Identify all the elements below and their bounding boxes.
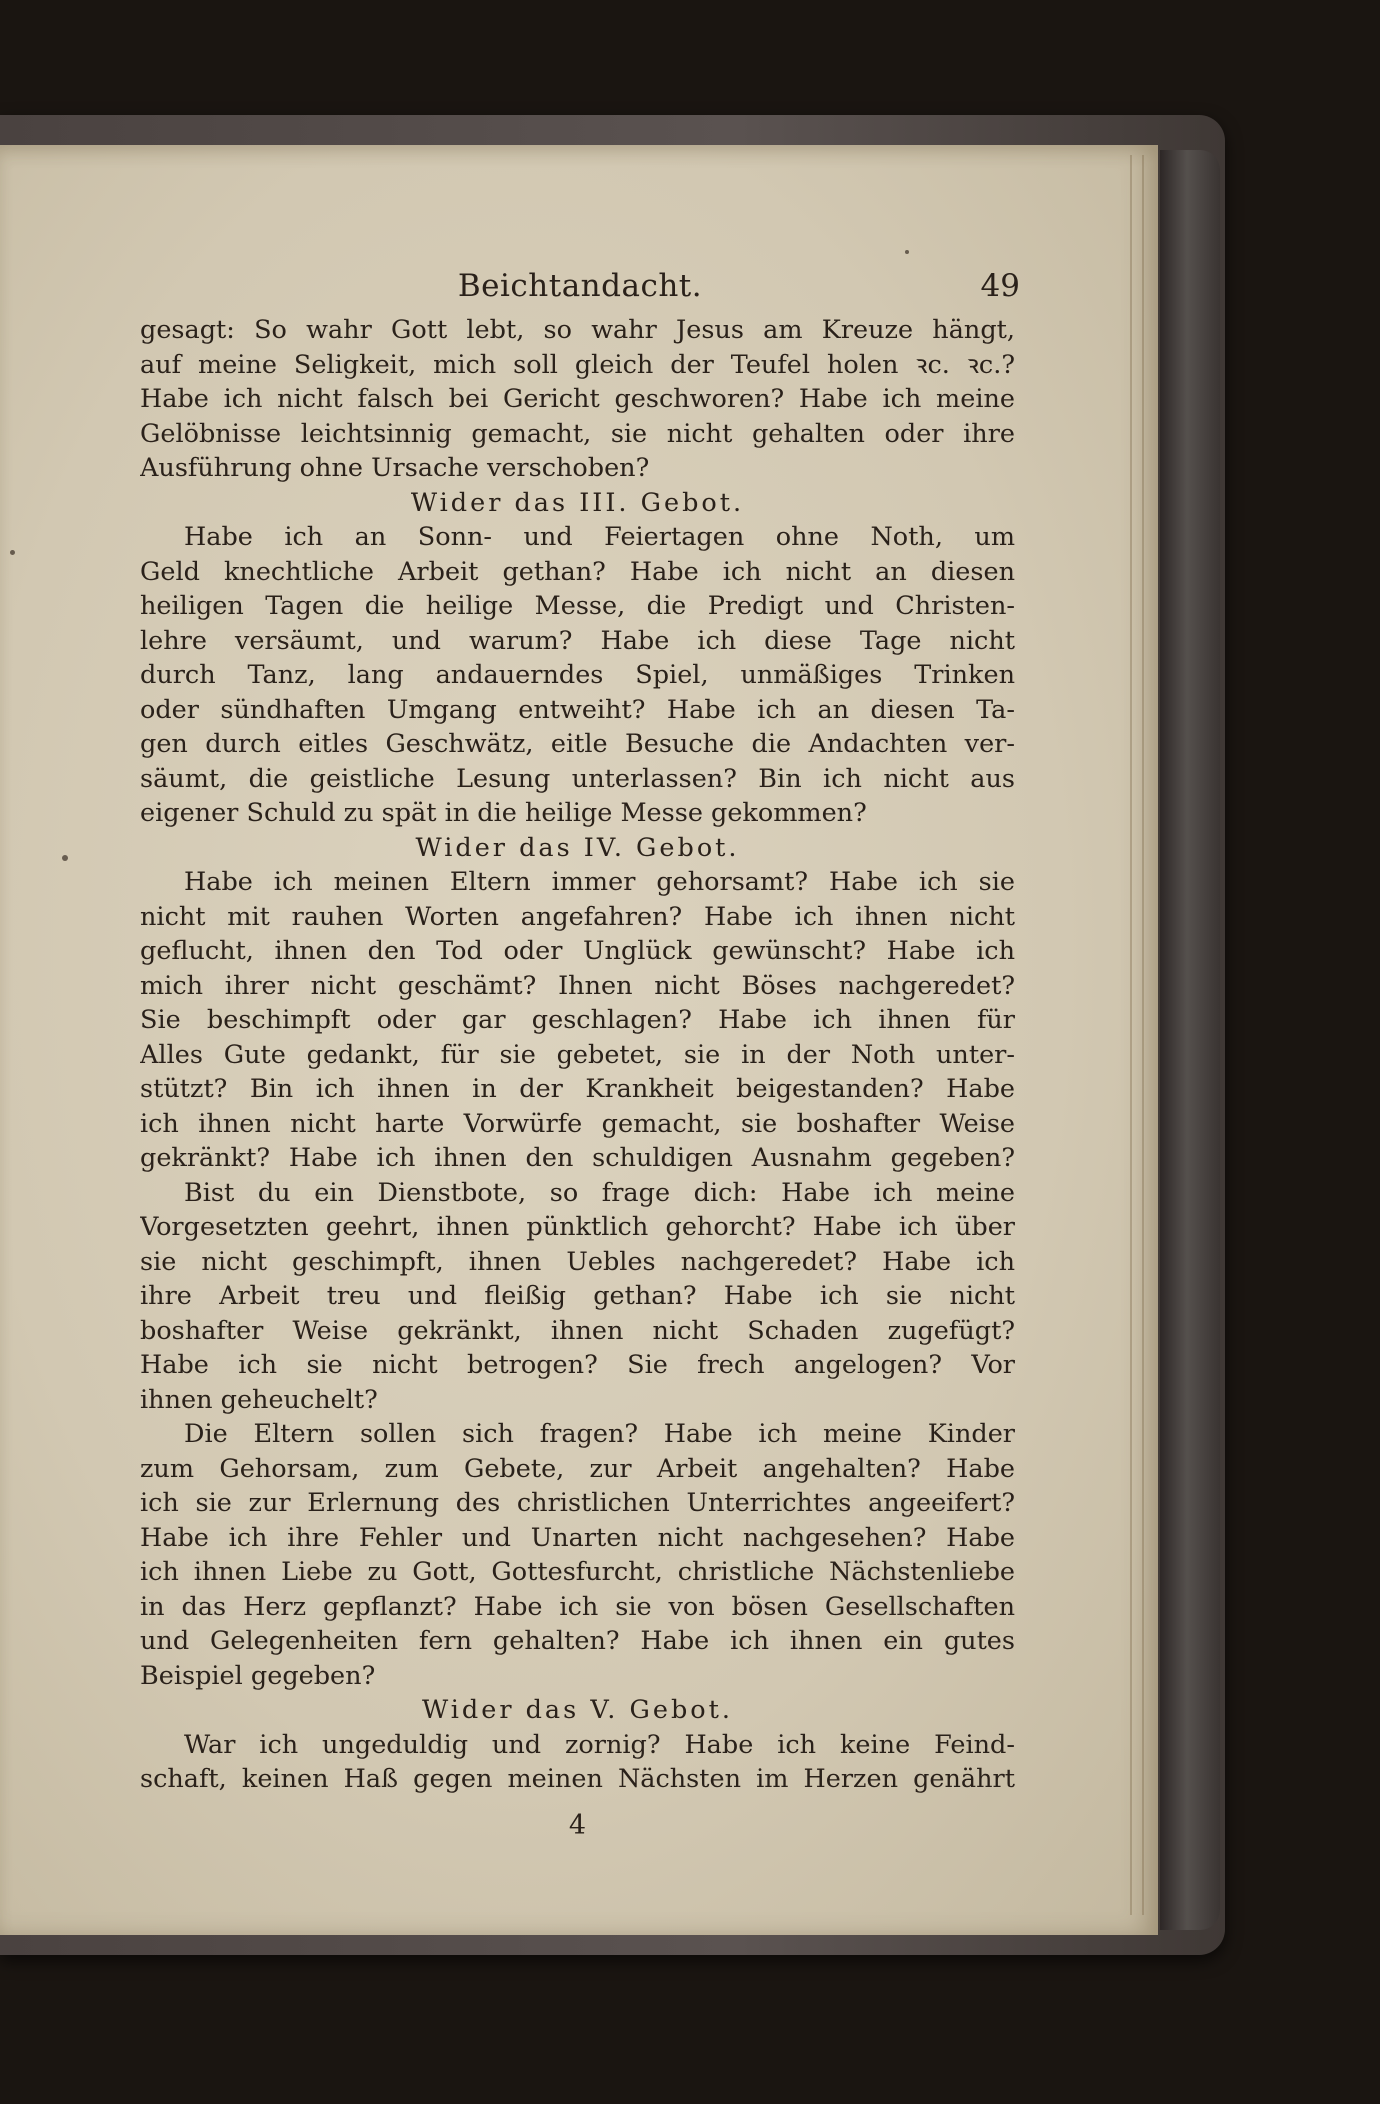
text-line: Die Eltern sollen sich fragen? Habe ich meine Kinder — [184, 1419, 1015, 1449]
text-line: Gelöbnisse leichtsinnig gemacht, sie nicht gehalten oder ihre — [140, 418, 1015, 449]
text-line: ihnen geheuchelt? — [140, 1384, 378, 1415]
page-body — [140, 313, 1015, 1797]
text-line: Sie beschimpft oder gar geschlagen? Habe ich ihnen für — [140, 1005, 1015, 1035]
ink-speck — [10, 550, 15, 555]
text-line: nicht mit rauhen Worten angefahren? Habe ich ihnen nicht — [140, 901, 1015, 932]
text-line: Bist du ein Dienstbote, so frage dich: Habe ich meine — [184, 1177, 1015, 1208]
text-line: mich ihrer nicht geschämt? Ihnen nicht Böses nachgeredet? — [140, 970, 1015, 1001]
ink-speck — [62, 855, 68, 861]
text-line: gesagt: So wahr Gott lebt, so wahr Jesus am Kreuze hängt, — [140, 315, 1015, 345]
text-line: in das Herz gepflanzt? Habe ich sie von bösen Gesellschaften — [140, 1591, 1015, 1622]
section-heading: Wider das III. Gebot. — [410, 487, 745, 518]
running-head: Beichtandacht. — [457, 268, 703, 304]
page-edge-line — [1142, 155, 1144, 1915]
text-line: ihre Arbeit treu und fleißig gethan? Habe ich sie nicht — [140, 1281, 1015, 1311]
text-line: lehre versäumt, und warum? Habe ich diese Tage nicht — [140, 625, 1015, 656]
text-line: gekränkt? Habe ich ihnen den schuldigen Ausnahm gegeben? — [140, 1143, 1015, 1173]
text-line: Habe ich ihre Fehler und Unarten nicht nachgesehen? Habe — [140, 1522, 1015, 1553]
text-line: Beispiel gegeben? — [140, 1660, 376, 1691]
text-line: auf meine Seligkeit, mich soll gleich der Teufel holen ꝛc. ꝛc.? — [140, 349, 1015, 380]
book-cover-edge — [1160, 150, 1220, 1930]
text-line: Ausführung ohne Ursache verschoben? — [140, 453, 650, 483]
text-line: Habe ich an Sonn- und Feiertagen ohne Noth, um — [184, 522, 1015, 552]
text-line: Vorgesetzten geehrt, ihnen pünktlich gehorcht? Habe ich über — [140, 1212, 1015, 1242]
text-line: Geld knechtliche Arbeit gethan? Habe ich nicht an diesen — [140, 556, 1015, 587]
text-line: heiligen Tagen die heilige Messe, die Predigt und Christen- — [140, 591, 1015, 621]
text-line: zum Gehorsam, zum Gebete, zur Arbeit angehalten? Habe — [140, 1453, 1015, 1484]
text-line: Habe ich meinen Eltern immer gehorsamt? Habe ich sie — [184, 867, 1015, 897]
section-heading: Wider das V. Gebot. — [421, 1695, 733, 1725]
text-line: stützt? Bin ich ihnen in der Krankheit beigestanden? Habe — [140, 1074, 1015, 1104]
text-line: durch Tanz, lang andauerndes Spiel, unmäßiges Trinken — [140, 660, 1015, 690]
text-line: geflucht, ihnen den Tod oder Unglück gewünscht? Habe ich — [140, 936, 1015, 966]
text-line: Habe ich nicht falsch bei Gericht geschworen? Habe ich meine — [140, 384, 1015, 414]
text-line: boshafter Weise gekränkt, ihnen nicht Schaden zugefügt? — [140, 1315, 1015, 1346]
text-line: ich sie zur Erlernung des christlichen Unterrichtes angeeifert? — [140, 1488, 1015, 1518]
section-heading: Wider das IV. Gebot. — [415, 832, 740, 863]
text-line: und Gelegenheiten fern gehalten? Habe ich ihnen ein gutes — [140, 1626, 1015, 1656]
page-number: 49 — [980, 268, 1020, 304]
text-line: ich ihnen Liebe zu Gott, Gottesfurcht, christliche Nächstenliebe — [140, 1557, 1015, 1587]
text-line: schaft, keinen Haß gegen meinen Nächsten im Herzen genährt — [140, 1764, 1015, 1794]
text-line: oder sündhaften Umgang entweiht? Habe ich an diesen Ta- — [140, 694, 1015, 725]
text-line: ich ihnen nicht harte Vorwürfe gemacht, sie boshafter Weise — [140, 1108, 1015, 1139]
text-line: War ich ungeduldig und zornig? Habe ich keine Feind- — [184, 1729, 1015, 1760]
text-line: gen durch eitles Geschwätz, eitle Besuche die Andachten ver- — [140, 729, 1015, 759]
text-line: eigener Schuld zu spät in die heilige Messe gekommen? — [140, 798, 867, 828]
text-line: sie nicht geschimpft, ihnen Uebles nachgeredet? Habe ich — [140, 1246, 1015, 1277]
page-edge-line — [1130, 155, 1132, 1915]
page-header — [140, 268, 1020, 314]
signature-mark: 4 — [568, 1810, 587, 1841]
text-line: Habe ich sie nicht betrogen? Sie frech angelogen? Vor — [140, 1350, 1015, 1380]
text-line: säumt, die geistliche Lesung unterlassen? Bin ich nicht aus — [140, 763, 1015, 794]
text-line: Alles Gute gedankt, für sie gebetet, sie in der Noth unter- — [140, 1039, 1015, 1070]
ink-speck — [905, 250, 909, 254]
